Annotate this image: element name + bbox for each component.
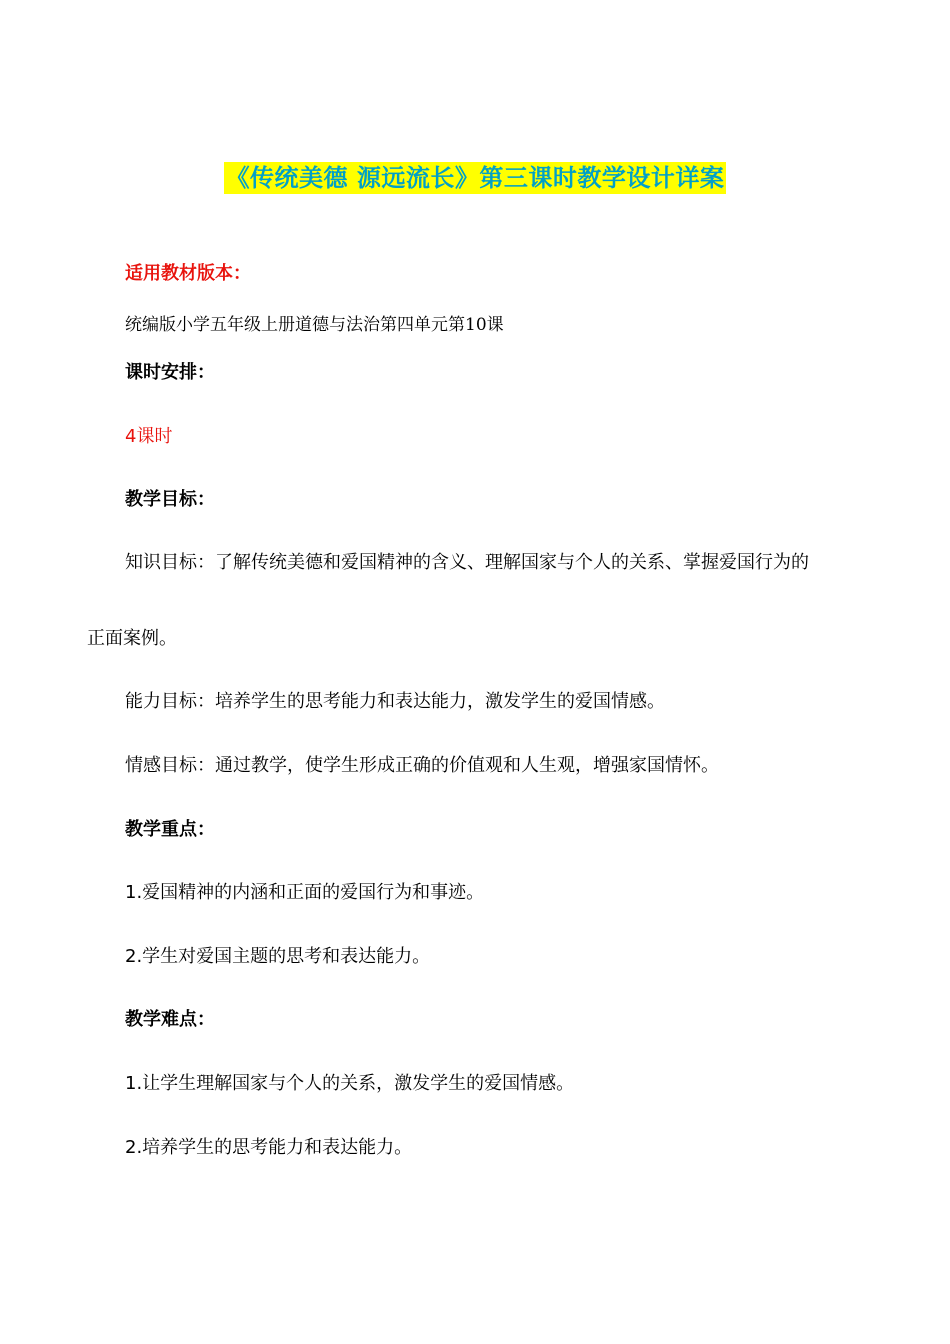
difficult-item-2: 2.培养学生的思考能力和表达能力。 xyxy=(125,1137,413,1158)
goals-heading: 教学目标： xyxy=(125,489,215,510)
difficult-heading: 教学难点： xyxy=(125,1009,215,1030)
document-title: 《传统美德 源远流长》第三课时教学设计详案 xyxy=(225,164,725,192)
edition-heading: 适用教材版本： xyxy=(125,263,251,284)
key-item-1: 1.爱国精神的内涵和正面的爱国行为和事迹。 xyxy=(125,882,485,903)
key-heading: 教学重点： xyxy=(125,819,215,840)
edition-text: 统编版小学五年级上册道德与法治第四单元第10课 xyxy=(125,315,504,335)
schedule-heading: 课时安排： xyxy=(125,362,215,383)
title-container xyxy=(0,162,950,194)
goal-knowledge-line1: 知识目标：了解传统美德和爱国精神的含义、理解国家与个人的关系、掌握爱国行为的 xyxy=(125,552,809,573)
goal-emotion: 情感目标：通过教学，使学生形成正确的价值观和人生观，增强家国情怀。 xyxy=(125,755,719,776)
key-item-2: 2.学生对爱国主题的思考和表达能力。 xyxy=(125,946,431,967)
goal-knowledge-line2: 正面案例。 xyxy=(87,628,177,649)
schedule-text: 4课时 xyxy=(125,426,173,447)
goal-ability: 能力目标：培养学生的思考能力和表达能力，激发学生的爱国情感。 xyxy=(125,691,665,712)
difficult-item-1: 1.让学生理解国家与个人的关系，激发学生的爱国情感。 xyxy=(125,1073,575,1094)
